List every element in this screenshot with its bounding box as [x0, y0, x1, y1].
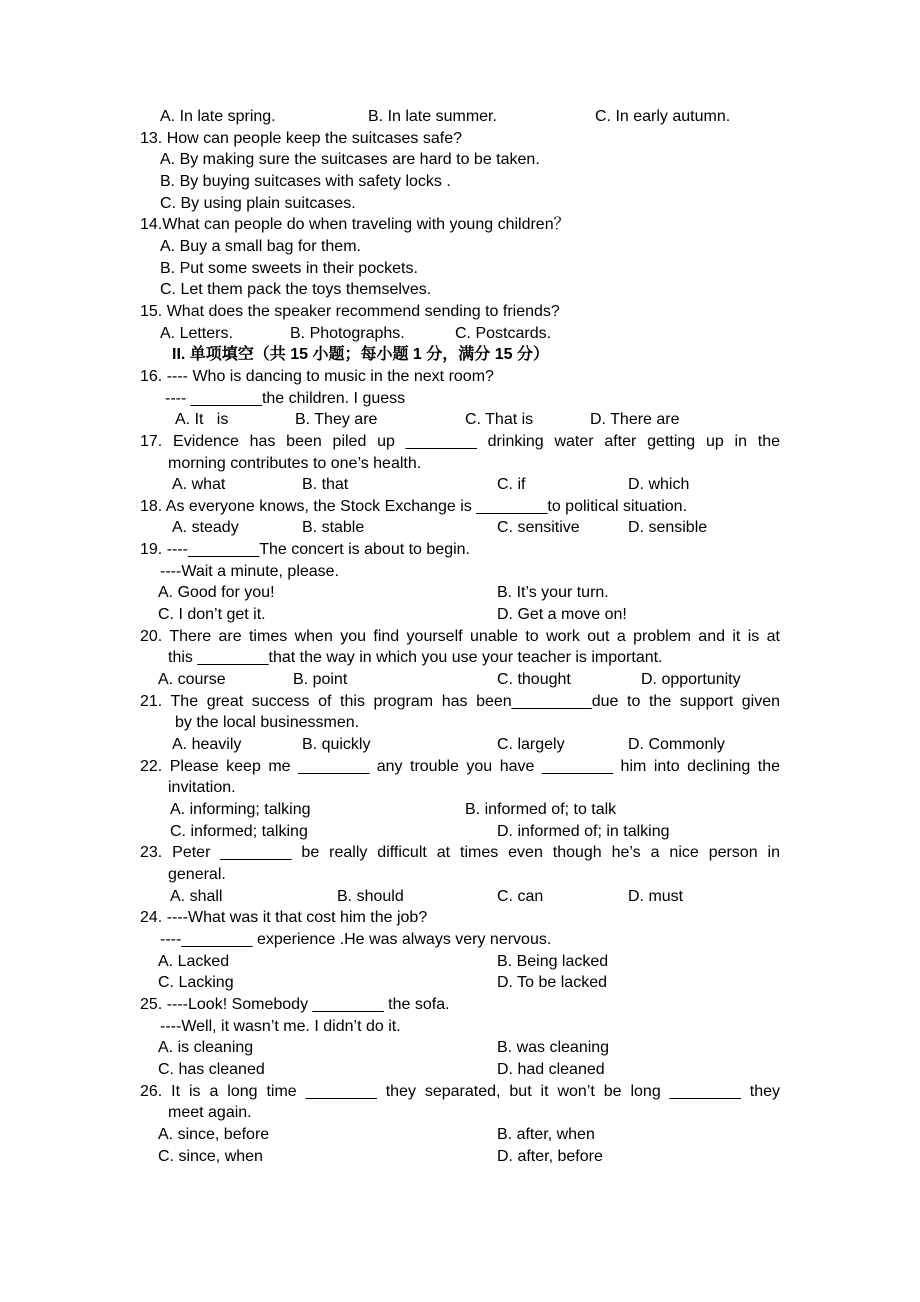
q12-option-a: A. In late spring.	[160, 108, 276, 125]
q12-option-c: C. In early autumn.	[595, 108, 731, 125]
q26-option-a: A. since, before	[158, 1125, 270, 1143]
q14-option-c: C. Let them pack the toys themselves.	[160, 281, 432, 299]
q19-option-a: A. Good for you!	[158, 584, 275, 602]
q21-option-c: C. largely	[497, 736, 565, 754]
q22-stem-line2: invitation.	[168, 779, 236, 797]
q23-stem-line1: 23. Peter ________ be really difficult at times even though he’s a nice person in	[140, 844, 780, 862]
q16-options-row	[140, 409, 780, 431]
q20-option-c: C. thought	[497, 671, 571, 689]
q22-option-c: C. informed; talking	[170, 822, 308, 840]
q25-options-row-ab	[140, 1037, 780, 1059]
q19-option-d: D. Get a move on!	[497, 606, 627, 624]
q17-option-b: B. that	[302, 476, 349, 494]
q22-options-row-ab	[140, 799, 780, 821]
q17-stem-line1: 17. Evidence has been piled up ________ drinking water after getting up in the	[140, 432, 780, 450]
q13-option-b: B. By buying suitcases with safety locks .	[160, 172, 451, 190]
q25-option-b: B. was cleaning	[497, 1039, 610, 1057]
q25-option-d: D. had cleaned	[497, 1060, 605, 1078]
q24-option-a: A. Lacked	[158, 952, 230, 970]
q20-option-a: A. course	[158, 671, 226, 689]
q19-reply: ----Wait a minute, please.	[160, 562, 340, 580]
q23-option-a: A. shall	[170, 887, 223, 905]
q26-option-d: D. after, before	[497, 1147, 603, 1165]
section2-heading: II. 单项填空（共 15 小题；每小题 1 分，满分 15 分）	[172, 346, 549, 364]
q24-options-row-cd	[140, 972, 780, 994]
q18-stem: 18. As everyone knows, the Stock Exchange is ________to political situation.	[140, 497, 688, 515]
q23-stem-line2: general.	[168, 865, 226, 883]
q15-stem: 15. What does the speaker recommend sending to friends?	[140, 302, 560, 320]
q26-option-c: C. since, when	[158, 1147, 263, 1165]
q26-option-b: B. after, when	[497, 1125, 595, 1143]
q25-option-a: A. is cleaning	[158, 1039, 254, 1057]
q14-option-b: B. Put some sweets in their pockets.	[160, 259, 418, 277]
q24-options-row-ab	[140, 951, 780, 973]
q17-option-c: C. if	[497, 476, 526, 494]
q16-option-a: A. It is	[175, 411, 229, 429]
q22-option-d: D. informed of; in talking	[497, 822, 670, 840]
q16-reply: ---- ________the children. I guess	[165, 389, 406, 407]
q21-stem-line1: 21. The great success of this program has been_________due to the support given	[140, 692, 780, 710]
q21-options-row	[140, 734, 780, 756]
q24-option-b: B. Being lacked	[497, 952, 609, 970]
q12-options-row	[140, 106, 780, 128]
q20-stem-line2: this ________that the way in which you use your teacher is important.	[168, 649, 663, 667]
q14-option-a: A. Buy a small bag for them.	[160, 237, 361, 255]
q24-reply: ----________ experience .He was always very nervous.	[160, 930, 552, 948]
q15-option-b: B. Photographs.	[290, 324, 405, 342]
q26-stem-line2: meet again.	[168, 1104, 252, 1122]
q20-options-row	[140, 669, 780, 691]
q18-option-d: D. sensible	[628, 519, 708, 537]
q16-option-d: D. There are	[590, 411, 680, 429]
q21-option-a: A. heavily	[172, 736, 242, 754]
q19-option-b: B. It’s your turn.	[497, 584, 609, 602]
q21-option-d: D. Commonly	[628, 736, 725, 754]
q26-options-row-ab	[140, 1124, 780, 1146]
q25-option-c: C. has cleaned	[158, 1060, 265, 1078]
q23-option-d: D. must	[628, 887, 684, 905]
q22-option-b: B. informed of; to talk	[465, 801, 617, 818]
q26-stem-line1: 26. It is a long time ________ they separated, but it won’t be long ________ they	[140, 1082, 780, 1100]
q22-stem-line1: 22. Please keep me ________ any trouble you have ________ him into declining the	[140, 757, 780, 775]
q17-stem-line2: morning contributes to one’s health.	[168, 454, 422, 472]
q23-options-row	[140, 886, 780, 908]
q24-option-c: C. Lacking	[158, 974, 234, 992]
q19-option-c: C. I don’t get it.	[158, 606, 266, 624]
q15-options-row	[140, 323, 780, 345]
q19-options-row-ab	[140, 582, 780, 604]
q20-option-b: B. point	[293, 671, 348, 689]
q13-stem: 13. How can people keep the suitcases safe?	[140, 129, 462, 147]
q20-stem-line1: 20. There are times when you find yourself unable to work out a problem and it is at	[140, 627, 780, 645]
q22-options-row-cd	[140, 821, 780, 843]
q18-option-a: A. steady	[172, 519, 239, 537]
q17-option-d: D. which	[628, 476, 690, 494]
q13-option-c: C. By using plain suitcases.	[160, 194, 356, 212]
q15-option-a: A. Letters.	[160, 324, 233, 342]
q17-option-a: A. what	[172, 476, 226, 494]
q25-reply: ----Well, it wasn’t me. I didn’t do it.	[160, 1017, 401, 1035]
q16-stem: 16. ---- Who is dancing to music in the next room?	[140, 367, 494, 385]
q21-stem-line2: by the local businessmen.	[175, 714, 360, 732]
q17-options-row	[140, 474, 780, 496]
q18-option-b: B. stable	[302, 519, 365, 537]
q18-options-row	[140, 517, 780, 539]
q24-stem: 24. ----What was it that cost him the job?	[140, 909, 428, 927]
q20-option-d: D. opportunity	[641, 671, 741, 689]
q16-option-b: B. They are	[295, 411, 378, 429]
q16-option-c: C. That is	[465, 411, 534, 429]
q14-stem: 14.What can people do when traveling with young children？	[140, 216, 570, 234]
q21-option-b: B. quickly	[302, 736, 371, 754]
q23-option-b: B. should	[337, 887, 404, 905]
q12-option-b: B. In late summer.	[368, 108, 497, 125]
q26-options-row-cd	[140, 1146, 780, 1168]
q22-option-a: A. informing; talking	[170, 801, 311, 818]
q25-stem: 25. ----Look! Somebody ________ the sofa.	[140, 995, 450, 1013]
q19-stem: 19. ----________The concert is about to begin.	[140, 541, 470, 559]
q13-option-a: A. By making sure the suitcases are hard to be taken.	[160, 151, 540, 169]
q24-option-d: D. To be lacked	[497, 974, 607, 992]
q15-option-c: C. Postcards.	[455, 324, 552, 342]
q23-option-c: C. can	[497, 887, 544, 905]
q18-option-c: C. sensitive	[497, 519, 580, 537]
q19-options-row-cd	[140, 604, 780, 626]
q25-options-row-cd	[140, 1059, 780, 1081]
